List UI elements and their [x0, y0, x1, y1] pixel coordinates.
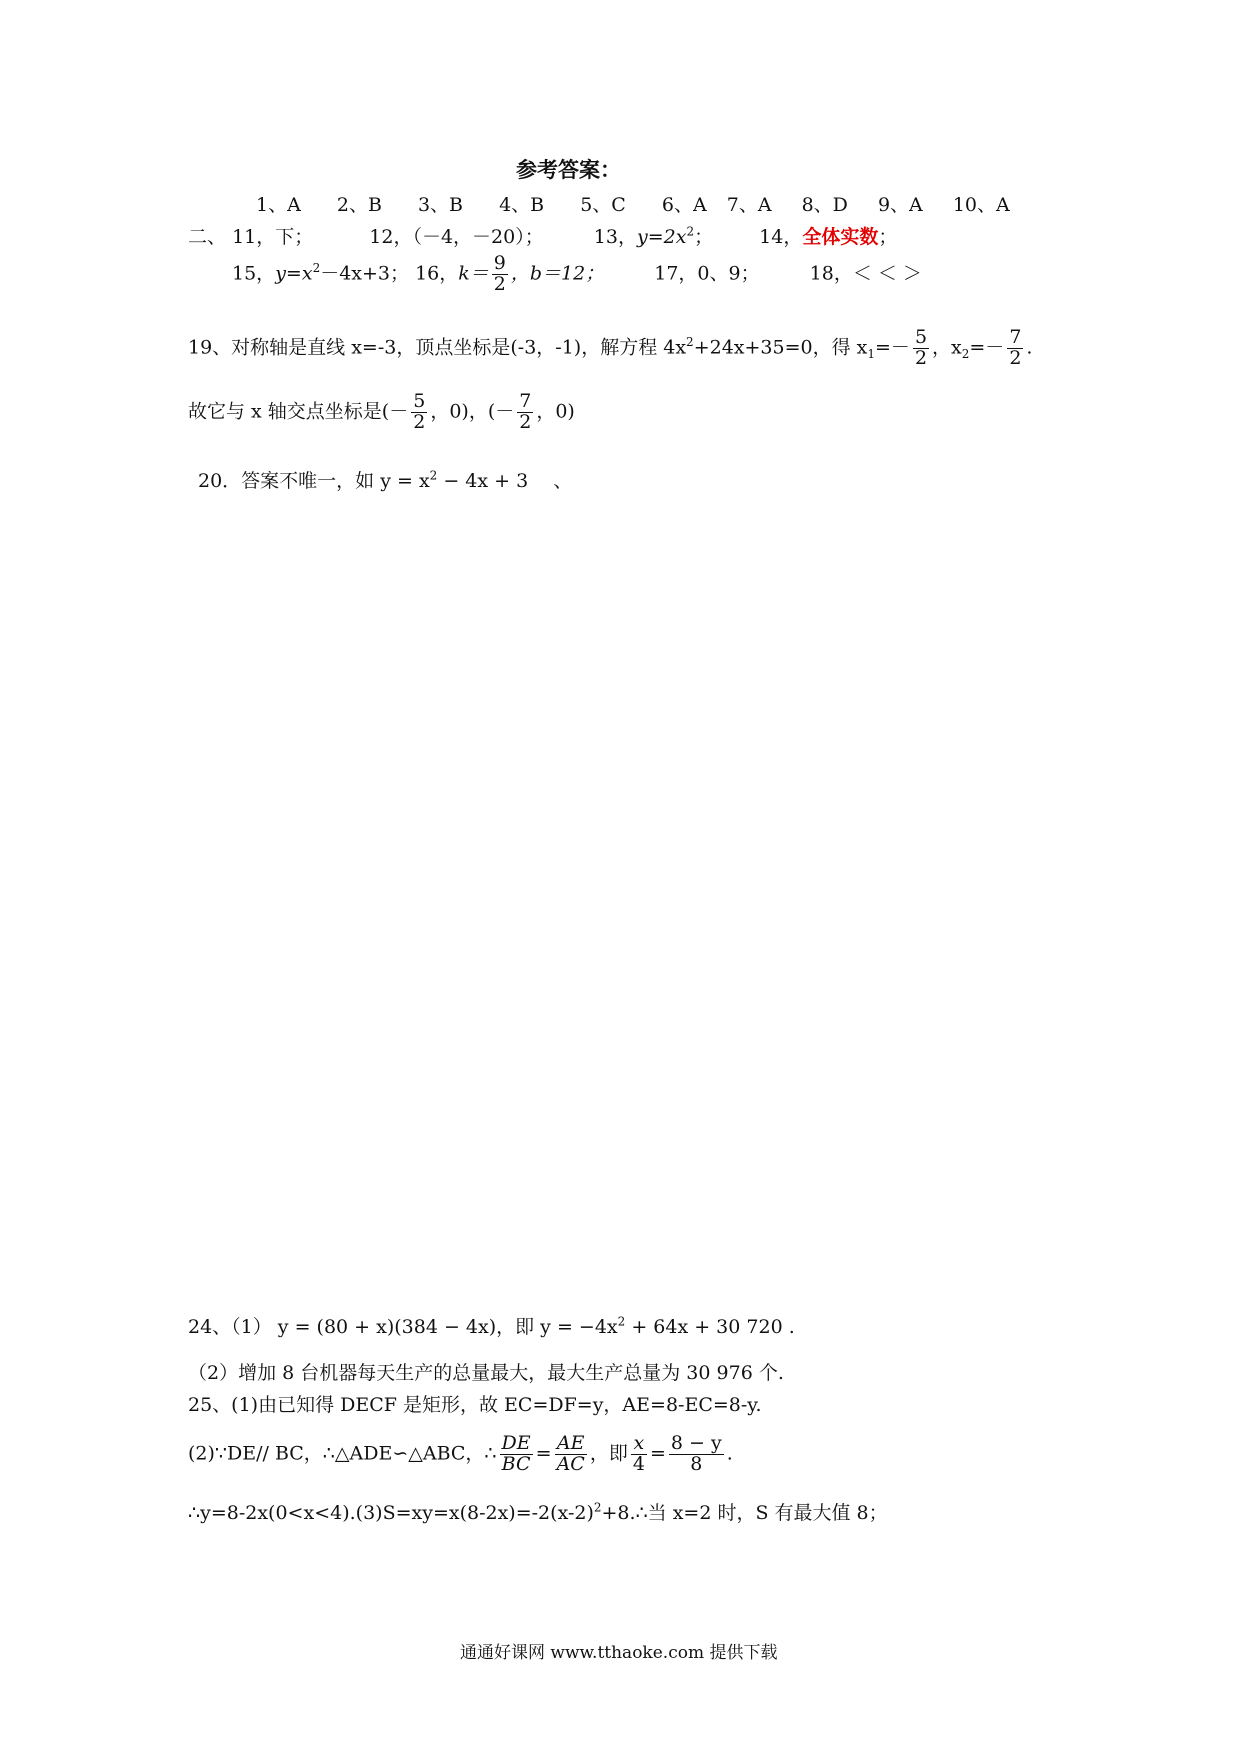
fraction-numerator: 8 − y: [670, 1432, 722, 1454]
answer-16-label: 16，: [415, 262, 459, 285]
answer-13-exponent: 2: [686, 224, 695, 239]
q19-fraction-1: [913, 328, 929, 369]
q25-fraction-ae-ac: [555, 1434, 587, 1475]
answer-15-rest: －4x+3；: [320, 262, 410, 285]
q25-eq2: =: [649, 1442, 666, 1465]
q25-fraction-8y-8: [669, 1434, 724, 1475]
q25-fraction-de-bc: [500, 1434, 533, 1475]
answer-13-expr: y=2x: [636, 226, 687, 248]
mc-answer-5: 5、C: [580, 194, 626, 216]
fraction-denominator: BC: [500, 1454, 533, 1475]
fraction-denominator: 8: [669, 1454, 724, 1475]
fraction-numerator: 5: [413, 390, 426, 412]
answer-15-expr: y=x: [275, 262, 313, 285]
q19-fraction-2: [1007, 328, 1023, 369]
answer-17: 17，0、9；: [654, 262, 760, 285]
fraction-numerator: 5: [914, 326, 928, 348]
q19-exponent: 2: [686, 335, 694, 350]
q24-line2-text: （2）增加 8 台机器每天生产的总量最大，最大生产总量为 30 976 个.: [188, 1362, 784, 1384]
answer-14-label: 14，: [759, 226, 803, 248]
q20-line: [198, 466, 572, 493]
mc-answer-4: 4、B: [499, 194, 545, 216]
fraction-numerator: x: [633, 1432, 645, 1454]
fraction-denominator: AC: [556, 1452, 585, 1475]
mc-answer-9: 9、A: [877, 194, 923, 216]
q24-text-b: + 64x + 30 720 .: [625, 1316, 795, 1338]
q19-eq2: =－: [969, 336, 1005, 359]
fraction-denominator: 2: [1009, 346, 1022, 369]
answer-14-highlight: 全体实数: [802, 226, 879, 248]
q19-end: .: [1026, 336, 1033, 359]
q19-x1-subscript: 1: [867, 347, 876, 362]
answer-13-label: 13，: [593, 226, 637, 248]
q20-exponent: 2: [429, 468, 438, 483]
q25-line-1: [188, 1390, 762, 1417]
q19-line2-end: ，0): [536, 400, 575, 423]
q19-line2-fraction-2: [517, 392, 533, 433]
answer-14-end: ；: [878, 226, 898, 248]
fraction-numerator: 7: [519, 390, 532, 412]
answer-16-fraction: [492, 254, 508, 295]
mc-answer-3: 3、B: [417, 194, 464, 216]
answer-15-label: 15，: [232, 262, 276, 285]
q24-exponent: 2: [617, 1314, 626, 1329]
q25-eq: =: [535, 1442, 552, 1465]
answer-16-k: k＝: [458, 262, 489, 285]
q24-line-1: [188, 1312, 795, 1339]
q25-exponent: 2: [593, 1500, 602, 1515]
mc-answers-row: [256, 190, 1010, 217]
q19-line2-fraction-1: [411, 392, 427, 433]
fraction-numerator: 9: [493, 252, 506, 274]
q20-rest: − 4x + 3 、: [437, 470, 573, 492]
q25-line-2: [188, 1434, 733, 1475]
mc-answer-1: 1、A: [256, 194, 301, 216]
q25-line3-b: +8.∴当 x=2 时，S 有最大值 8；: [601, 1502, 888, 1524]
answer-13-end: ；: [694, 226, 714, 248]
q19-line2-mid: ，0)，(－: [430, 400, 515, 423]
mc-answer-7: 7、A: [726, 194, 772, 216]
q19-line-1: [188, 328, 1032, 369]
q25-line1-text: 25、(1)由已知得 DECF 是矩形，故 EC=DF=y，AE=8-EC=8-y.: [188, 1394, 762, 1416]
fill-row-2: [232, 254, 922, 295]
q24-line-2: [188, 1358, 784, 1385]
q19-x2-subscript: 2: [961, 347, 970, 362]
q25-fraction-x-4: [631, 1434, 647, 1475]
fraction-denominator: 2: [413, 410, 426, 433]
answer-15-exponent: 2: [312, 261, 321, 276]
q25-line3-a: ∴y=8-2x(0<x<4).(3)S=xy=x(8-2x)=-2(x-2): [188, 1502, 594, 1524]
fill-row-1: [188, 222, 897, 249]
q19-line-2: [188, 392, 575, 433]
fraction-numerator: 7: [1009, 326, 1022, 348]
q25-line2-b: ，即: [589, 1442, 628, 1465]
answer-11: 11，下；: [232, 226, 314, 248]
answer-12: 12，（－4，－20）；: [369, 226, 544, 248]
q19-text-a: 19、对称轴是直线 x=-3，顶点坐标是(-3，-1)，解方程 4x: [188, 336, 687, 359]
q19-mid: ，x: [932, 336, 962, 359]
fraction-numerator: DE: [501, 1432, 531, 1454]
q19-line2-a: 故它与 x 轴交点坐标是(－: [188, 400, 409, 423]
fill-prefix: 二、: [188, 226, 227, 248]
q25-line-3: [188, 1498, 888, 1525]
q24-text-a: 24、（1） y = (80 + x)(384 − 4x)，即 y = −4x: [188, 1316, 618, 1338]
answer-18: 18，＜ ＜ ＞: [809, 262, 922, 285]
answer-16-b: ，b＝12；: [510, 262, 605, 285]
fraction-denominator: 4: [632, 1452, 645, 1475]
q19-text-b: +24x+35=0，得 x: [693, 336, 868, 359]
mc-answer-8: 8、D: [801, 194, 848, 216]
fraction-denominator: 2: [493, 272, 506, 295]
q19-eq1: =－: [875, 336, 910, 359]
mc-answer-6: 6、A: [661, 194, 707, 216]
mc-answer-2: 2、B: [336, 194, 382, 216]
fraction-numerator: AE: [556, 1432, 585, 1454]
q20-text: 20．答案不唯一，如 y = x: [198, 470, 430, 492]
fraction-denominator: 2: [914, 346, 928, 369]
mc-answer-10: 10、A: [952, 194, 1010, 216]
fraction-denominator: 2: [519, 410, 532, 433]
q25-line2-end: .: [726, 1442, 733, 1465]
page-title: 参考答案：: [516, 157, 621, 182]
page-footer: 通通好课网 www.tthaoke.com 提供下载: [460, 1643, 778, 1663]
q25-line2-a: (2)∵DE// BC，∴△ADE∽△ABC，∴: [188, 1442, 497, 1465]
